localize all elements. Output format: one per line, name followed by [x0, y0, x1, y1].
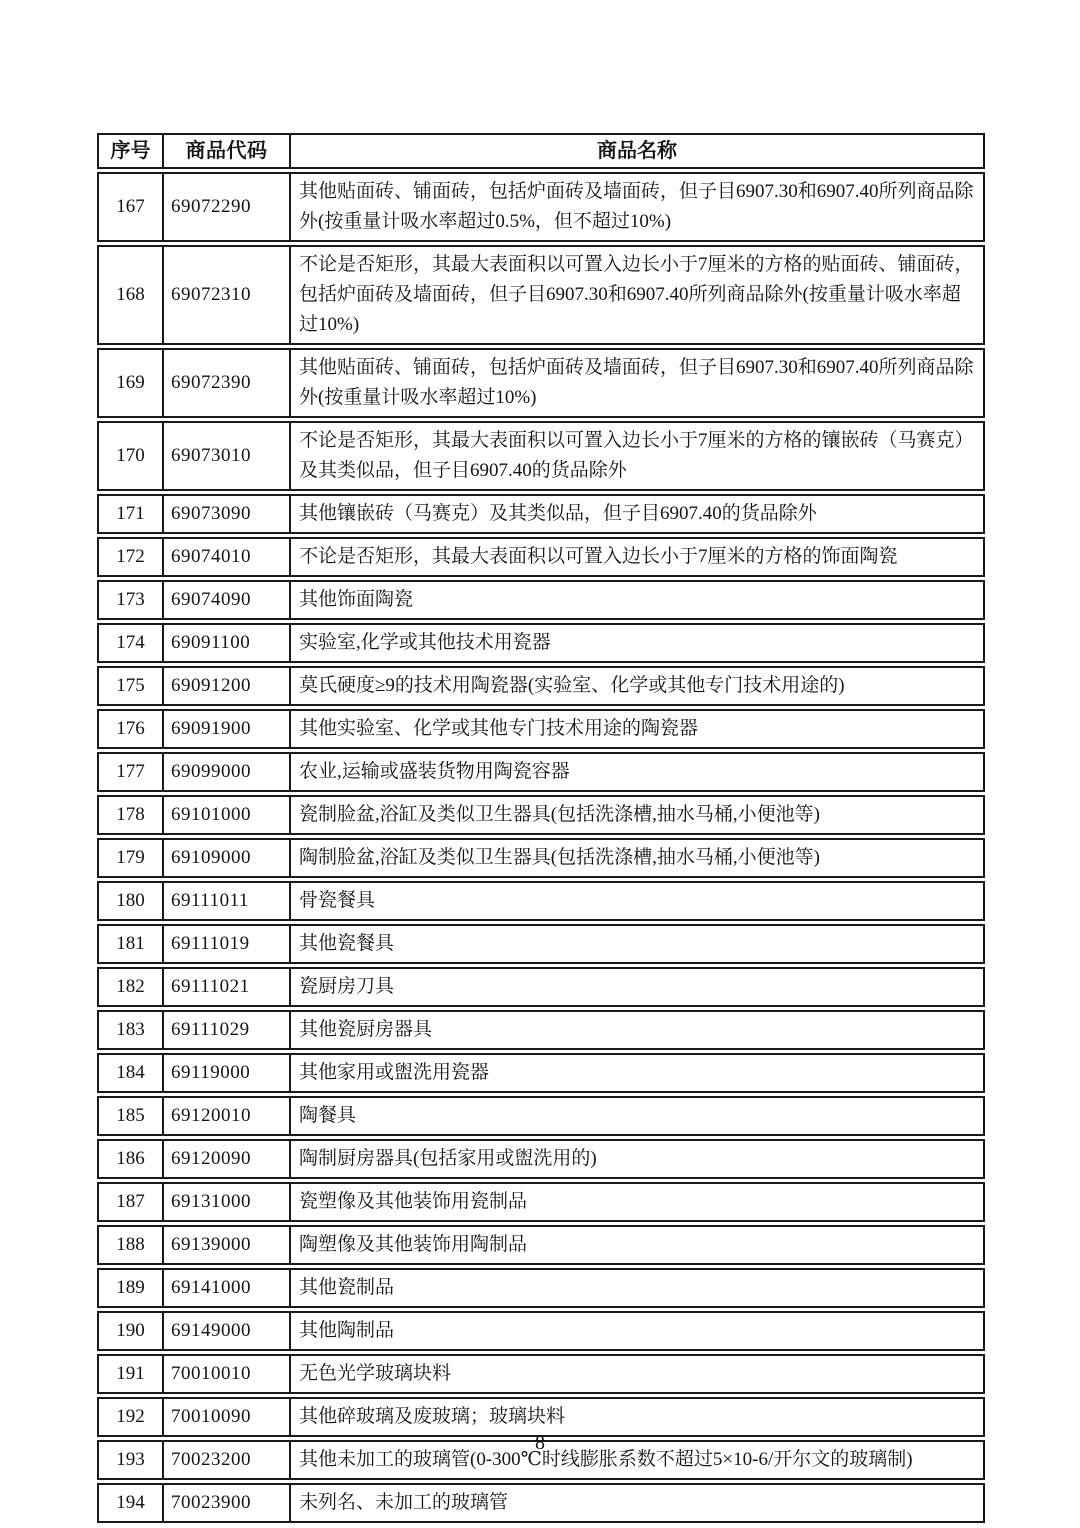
row-seq: 171 — [99, 496, 164, 532]
table-row — [97, 623, 985, 663]
row-code: 70010090 — [164, 1399, 291, 1435]
commodity-table — [97, 133, 985, 1526]
table-row — [97, 1354, 985, 1394]
row-seq: 181 — [99, 926, 164, 962]
row-name: 其他瓷餐具 — [299, 933, 395, 954]
row-seq: 174 — [99, 625, 164, 661]
row-seq: 190 — [99, 1313, 164, 1349]
table-row — [97, 1397, 985, 1437]
row-seq: 194 — [99, 1485, 164, 1521]
table-row — [97, 967, 985, 1007]
row-name: 骨瓷餐具 — [299, 890, 376, 911]
page-number: 8 — [535, 1432, 545, 1454]
row-seq: 186 — [99, 1141, 164, 1177]
row-seq: 168 — [99, 247, 164, 343]
row-name: 莫氏硬度≥9的技术用陶瓷器(实验室、化学或其他专门技术用途的) — [299, 675, 845, 696]
row-code: 69111021 — [164, 969, 291, 1005]
row-seq: 191 — [99, 1356, 164, 1392]
row-seq: 193 — [99, 1442, 164, 1478]
row-name: 无色光学玻璃块料 — [299, 1363, 452, 1384]
row-code: 69099000 — [164, 754, 291, 790]
row-name: 未列名、未加工的玻璃管 — [299, 1492, 509, 1513]
row-seq: 167 — [99, 174, 164, 240]
row-code: 69101000 — [164, 797, 291, 833]
table-row — [97, 1225, 985, 1265]
table-row — [97, 537, 985, 577]
row-seq: 192 — [99, 1399, 164, 1435]
row-name: 不论是否矩形，其最大表面积以可置入边长小于7厘米的方格的饰面陶瓷 — [299, 546, 898, 567]
row-code: 69072390 — [164, 350, 291, 416]
table-row — [97, 666, 985, 706]
table-row — [97, 1053, 985, 1093]
row-code: 70023200 — [164, 1442, 291, 1478]
row-code: 69111029 — [164, 1012, 291, 1048]
row-name: 瓷厨房刀具 — [299, 976, 395, 997]
table-row — [97, 172, 985, 242]
table-row — [97, 1139, 985, 1179]
table-row — [97, 838, 985, 878]
row-code: 69072310 — [164, 247, 291, 343]
table-row — [97, 245, 985, 345]
row-name: 其他贴面砖、铺面砖，包括炉面砖及墙面砖，但子目6907.30和6907.40所列商品除外(按重量计吸水率超过0.5%，但不超过10%) — [299, 181, 974, 232]
row-code: 69149000 — [164, 1313, 291, 1349]
row-code: 69072290 — [164, 174, 291, 240]
table-row — [97, 1268, 985, 1308]
row-seq: 178 — [99, 797, 164, 833]
table-row — [97, 709, 985, 749]
row-name: 瓷制脸盆,浴缸及类似卫生器具(包括洗涤槽,抽水马桶,小便池等) — [299, 804, 820, 825]
row-name: 其他镶嵌砖（马赛克）及其类似品，但子目6907.40的货品除外 — [299, 503, 817, 524]
row-code: 69091200 — [164, 668, 291, 704]
row-name: 其他瓷制品 — [299, 1277, 395, 1298]
row-code: 69120090 — [164, 1141, 291, 1177]
row-code: 69074090 — [164, 582, 291, 618]
row-seq: 179 — [99, 840, 164, 876]
table-row — [97, 1182, 985, 1222]
row-name: 其他实验室、化学或其他专门技术用途的陶瓷器 — [299, 718, 699, 739]
table-row — [97, 494, 985, 534]
row-seq: 180 — [99, 883, 164, 919]
row-code: 69111011 — [164, 883, 291, 919]
row-seq: 182 — [99, 969, 164, 1005]
row-code: 69074010 — [164, 539, 291, 575]
row-name: 其他瓷厨房器具 — [299, 1019, 433, 1040]
row-name: 其他未加工的玻璃管(0-300℃时线膨胀系数不超过5×10-6/开尔文的玻璃制) — [299, 1449, 913, 1470]
row-code: 69109000 — [164, 840, 291, 876]
row-name: 陶塑像及其他装饰用陶制品 — [299, 1234, 528, 1255]
row-seq: 172 — [99, 539, 164, 575]
table-body — [97, 172, 985, 1523]
row-name: 其他陶制品 — [299, 1320, 395, 1341]
row-code: 69141000 — [164, 1270, 291, 1306]
row-code: 69120010 — [164, 1098, 291, 1134]
row-name: 陶餐具 — [299, 1105, 357, 1126]
table-row — [97, 1010, 985, 1050]
table-row — [97, 421, 985, 491]
row-name: 实验室,化学或其他技术用瓷器 — [299, 632, 551, 653]
row-seq: 176 — [99, 711, 164, 747]
row-seq: 183 — [99, 1012, 164, 1048]
table-row — [97, 348, 985, 418]
row-name: 不论是否矩形，其最大表面积以可置入边长小于7厘米的方格的镶嵌砖（马赛克）及其类似品，但子目6907.40的货品除外 — [299, 430, 974, 481]
table-row — [97, 924, 985, 964]
row-code: 70010010 — [164, 1356, 291, 1392]
table-row — [97, 752, 985, 792]
table-row — [97, 795, 985, 835]
row-name: 其他饰面陶瓷 — [299, 589, 414, 610]
row-name: 其他碎玻璃及废玻璃；玻璃块料 — [299, 1406, 566, 1427]
row-seq: 169 — [99, 350, 164, 416]
row-name: 陶制脸盆,浴缸及类似卫生器具(包括洗涤槽,抽水马桶,小便池等) — [299, 847, 820, 868]
row-code: 69119000 — [164, 1055, 291, 1091]
table-header — [97, 133, 985, 169]
header-name: 商品名称 — [597, 140, 677, 162]
row-seq: 170 — [99, 423, 164, 489]
row-name: 其他家用或盥洗用瓷器 — [299, 1062, 490, 1083]
row-code: 69091900 — [164, 711, 291, 747]
row-seq: 177 — [99, 754, 164, 790]
row-seq: 188 — [99, 1227, 164, 1263]
table-row — [97, 580, 985, 620]
row-code: 70023900 — [164, 1485, 291, 1521]
row-name: 其他贴面砖、铺面砖，包括炉面砖及墙面砖，但子目6907.30和6907.40所列商品除外(按重量计吸水率超过10%) — [299, 357, 974, 408]
row-name: 瓷塑像及其他装饰用瓷制品 — [299, 1191, 528, 1212]
row-name: 不论是否矩形，其最大表面积以可置入边长小于7厘米的方格的贴面砖、铺面砖，包括炉面砖及墙面砖，但子目6907.30和6907.40所列商品除外(按重量计吸水率超过10%) — [299, 254, 974, 335]
row-seq: 189 — [99, 1270, 164, 1306]
row-code: 69073010 — [164, 423, 291, 489]
table-row — [97, 1483, 985, 1523]
row-seq: 185 — [99, 1098, 164, 1134]
row-name: 农业,运输或盛装货物用陶瓷容器 — [299, 761, 570, 782]
row-name: 陶制厨房器具(包括家用或盥洗用的) — [299, 1148, 597, 1169]
table-row — [97, 881, 985, 921]
row-seq: 184 — [99, 1055, 164, 1091]
row-code: 69131000 — [164, 1184, 291, 1220]
table-row — [97, 1311, 985, 1351]
row-code: 69073090 — [164, 496, 291, 532]
row-code: 69091100 — [164, 625, 291, 661]
row-seq: 175 — [99, 668, 164, 704]
row-code: 69111019 — [164, 926, 291, 962]
row-seq: 173 — [99, 582, 164, 618]
header-seq: 序号 — [99, 135, 164, 167]
table-row — [97, 1096, 985, 1136]
header-code: 商品代码 — [164, 135, 291, 167]
row-code: 69139000 — [164, 1227, 291, 1263]
row-seq: 187 — [99, 1184, 164, 1220]
